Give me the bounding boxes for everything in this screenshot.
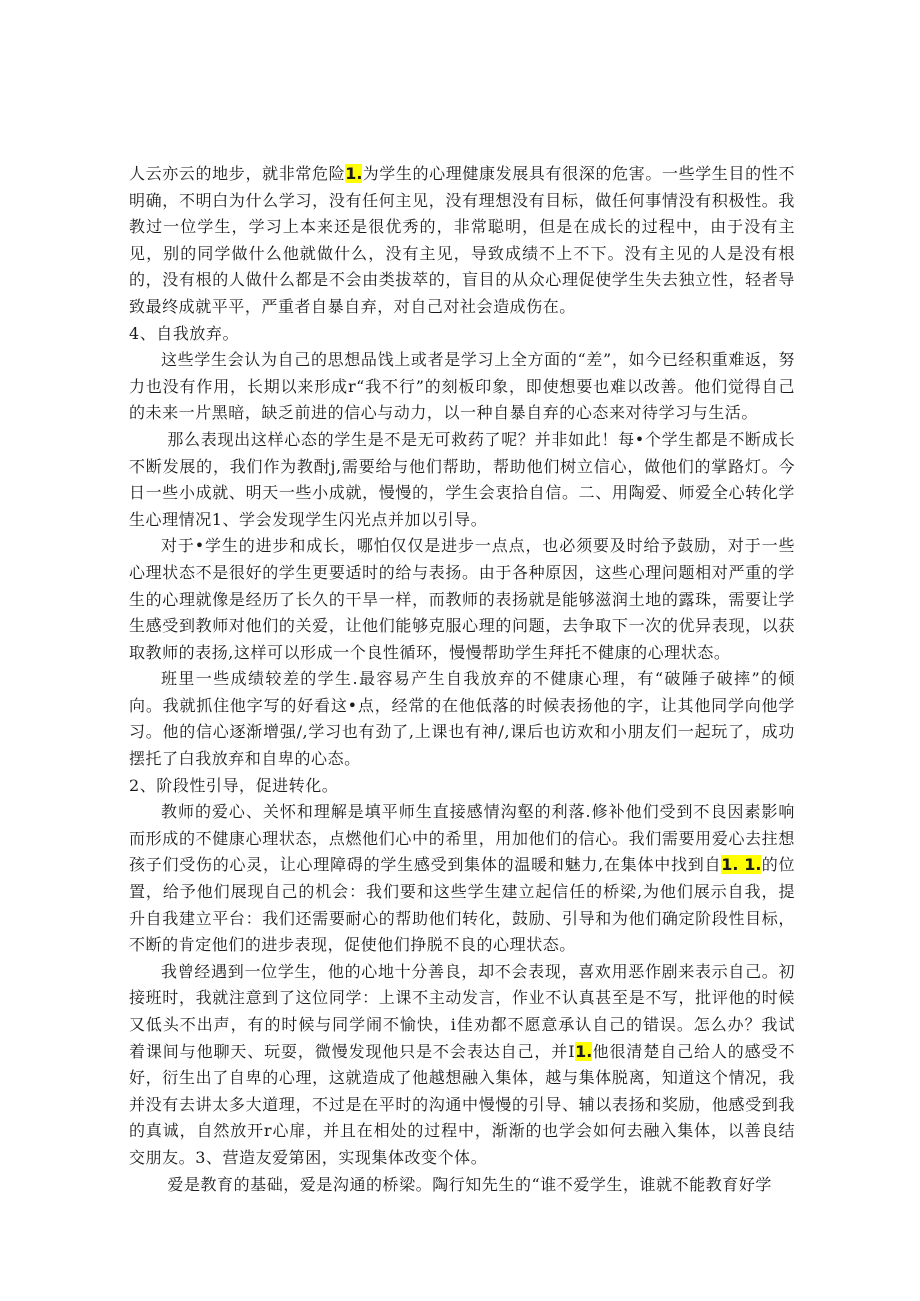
document-body (129, 161, 795, 1198)
highlighted-text: 1. 1. (721, 855, 762, 875)
document-page (129, 161, 795, 1198)
highlighted-text: 1. (575, 1041, 593, 1061)
paragraph (129, 773, 795, 800)
text-segment: 我曾经遇到一位学生，他的心地十分善良，却不会表现，喜欢用恶作剧来表示自己。初接班时，我就注意到了这位同学：上课不主动发言，作业不认真甚至是不写，批评他的时候又低头不出声，有的时候与同学闹不愉快，i佳劝都不愿意承认自己的错误。怎么办？我试着课间与他聊天、玩耍，微慢发现他只是不会表达自己，并I (129, 961, 795, 1061)
text-segment: 班里一些成绩较差的学生.最容易产生自我放弃的不健康心理，有“破陲子破摔”的倾向。我就抓住他字写的好看这•点，经常的在他低落的时候表扬他的字，让其他同学向他学习。他的信心逐渐增强/,学习也有劲了,上课也有神/,课后也访欢和小朋友们一起玩了，成功摆托了白我放弃和自卑的心态。 (129, 669, 795, 769)
text-segment: 的位置，给予他们展现自己的机会：我们要和这些学生建立起信任的桥梁,为他们展示自我，提升自我建立平台：我们还需要耐心的帮助他们转化，鼓励、引导和为他们确定阶段性目标，不断的肯定他们的进步表现，促使他们挣脱不良的心理状态。 (129, 855, 795, 955)
paragraph (129, 959, 795, 1172)
paragraph (129, 533, 795, 666)
text-segment: 教师的爱心、关怀和理解是填平师生直接感情沟壑的利落.修补他们受到不良因素影响而形成的不健康心理状态，点燃他们心中的希里，用加他们的信心。我们需要用爱心去拄想孩子们受伤的心灵，让心理障碍的学生感受到集体的温暖和魅力,在集体中找到自 (129, 802, 795, 875)
paragraph (129, 161, 795, 321)
text-segment: 4、自我放弃。 (129, 323, 240, 343)
paragraph (129, 347, 795, 427)
text-segment: 2、阶段性引导，促进转化。 (129, 775, 339, 795)
text-segment: 为学生的心理健康发展具有很深的危害。一些学生目的性不明确，不明白为什么学习，没有任何主见，没有理想没有目标，做任何事情没有积极性。我教过一位学生，学习上本来还是很优秀的，非常聪明，但是在成长的过程中，由于没有主见，别的同学做什么他就做什么，没有主见，导致成绩不上不下。没有主见的人是没有根的，没有根的人做什么都是不会由类拔萃的，盲目的从众心理促使学生失去独立性，轻者导致最终成就平平，严重者自暴自弃，对自己对社会造成伤在。 (129, 164, 795, 316)
text-segment: 人云亦云的地步，就非常危险 (129, 164, 346, 183)
paragraph (129, 666, 795, 772)
text-segment: 对于•学生的进步和成长，哪怕仅仅是进步一点点，也必须要及时给予鼓励，对于一些心理状态不是很好的学生更要适时的给与表扬。由于各种原因，这些心理问题相对严重的学生的心理就像是经历了长久的干旱一样，而教师的表扬就是能够滋润土地的露珠，需要让学生感受到教师对他们的关爱，让他们能够克服心理的问题，去争取下一次的优异表现，以获取教师的表扬,这样可以形成一个良性循环，慢慢帮助学生拜托不健康的心理状态。 (129, 536, 795, 662)
text-segment: 那么表现出这样心态的学生是不是无可救药了呢？并非如此！每•个学生都是不断成长不断发展的，我们作为教酎j,需要给与他们帮助，帮助他们树立信心，做他们的掌路灯。今日一些小成就、明天一些小成就，慢慢的，学生会衷拾自信。二、用陶爱、师爱全心转化学生心理情况1、学会发现学生闪光点并加以引导。 (129, 429, 795, 529)
highlighted-text: 1. (345, 164, 363, 183)
paragraph (129, 427, 795, 533)
paragraph (129, 1172, 795, 1199)
text-segment: 爱是教育的基础，爱是沟通的桥梁。陶行知先生的“谁不爱学生，谁就不能教育好学 (167, 1174, 772, 1194)
paragraph (129, 321, 795, 348)
text-segment: 这些学生会认为自己的思想品饯上或者是学习上全方面的“差”，如今已经积重难返，努力也没有作用，长期以来形成r“我不行”的刻板印象，即使想要也难以改善。他们觉得自己的未来一片黑暗，缺乏前进的信心与动力，以一种自暴自弃的心态来对待学习与生活。 (129, 350, 795, 423)
paragraph (129, 799, 795, 959)
text-segment: 他很清楚自己给人的感受不好，衍生出了自卑的心理，这就造成了他越想融入集体，越与集体脱离，知道这个情况，我并没有去讲太多大道理，不过是在平时的沟通中慢慢的引导、辅以表扬和奖励，他感受到我的真诚，自然放开r心扉，并且在相处的过程中，渐渐的也学会如何去融入集体，以善良结交朋友。3、营造友爱第困，实现集体改变个体。 (129, 1041, 796, 1167)
